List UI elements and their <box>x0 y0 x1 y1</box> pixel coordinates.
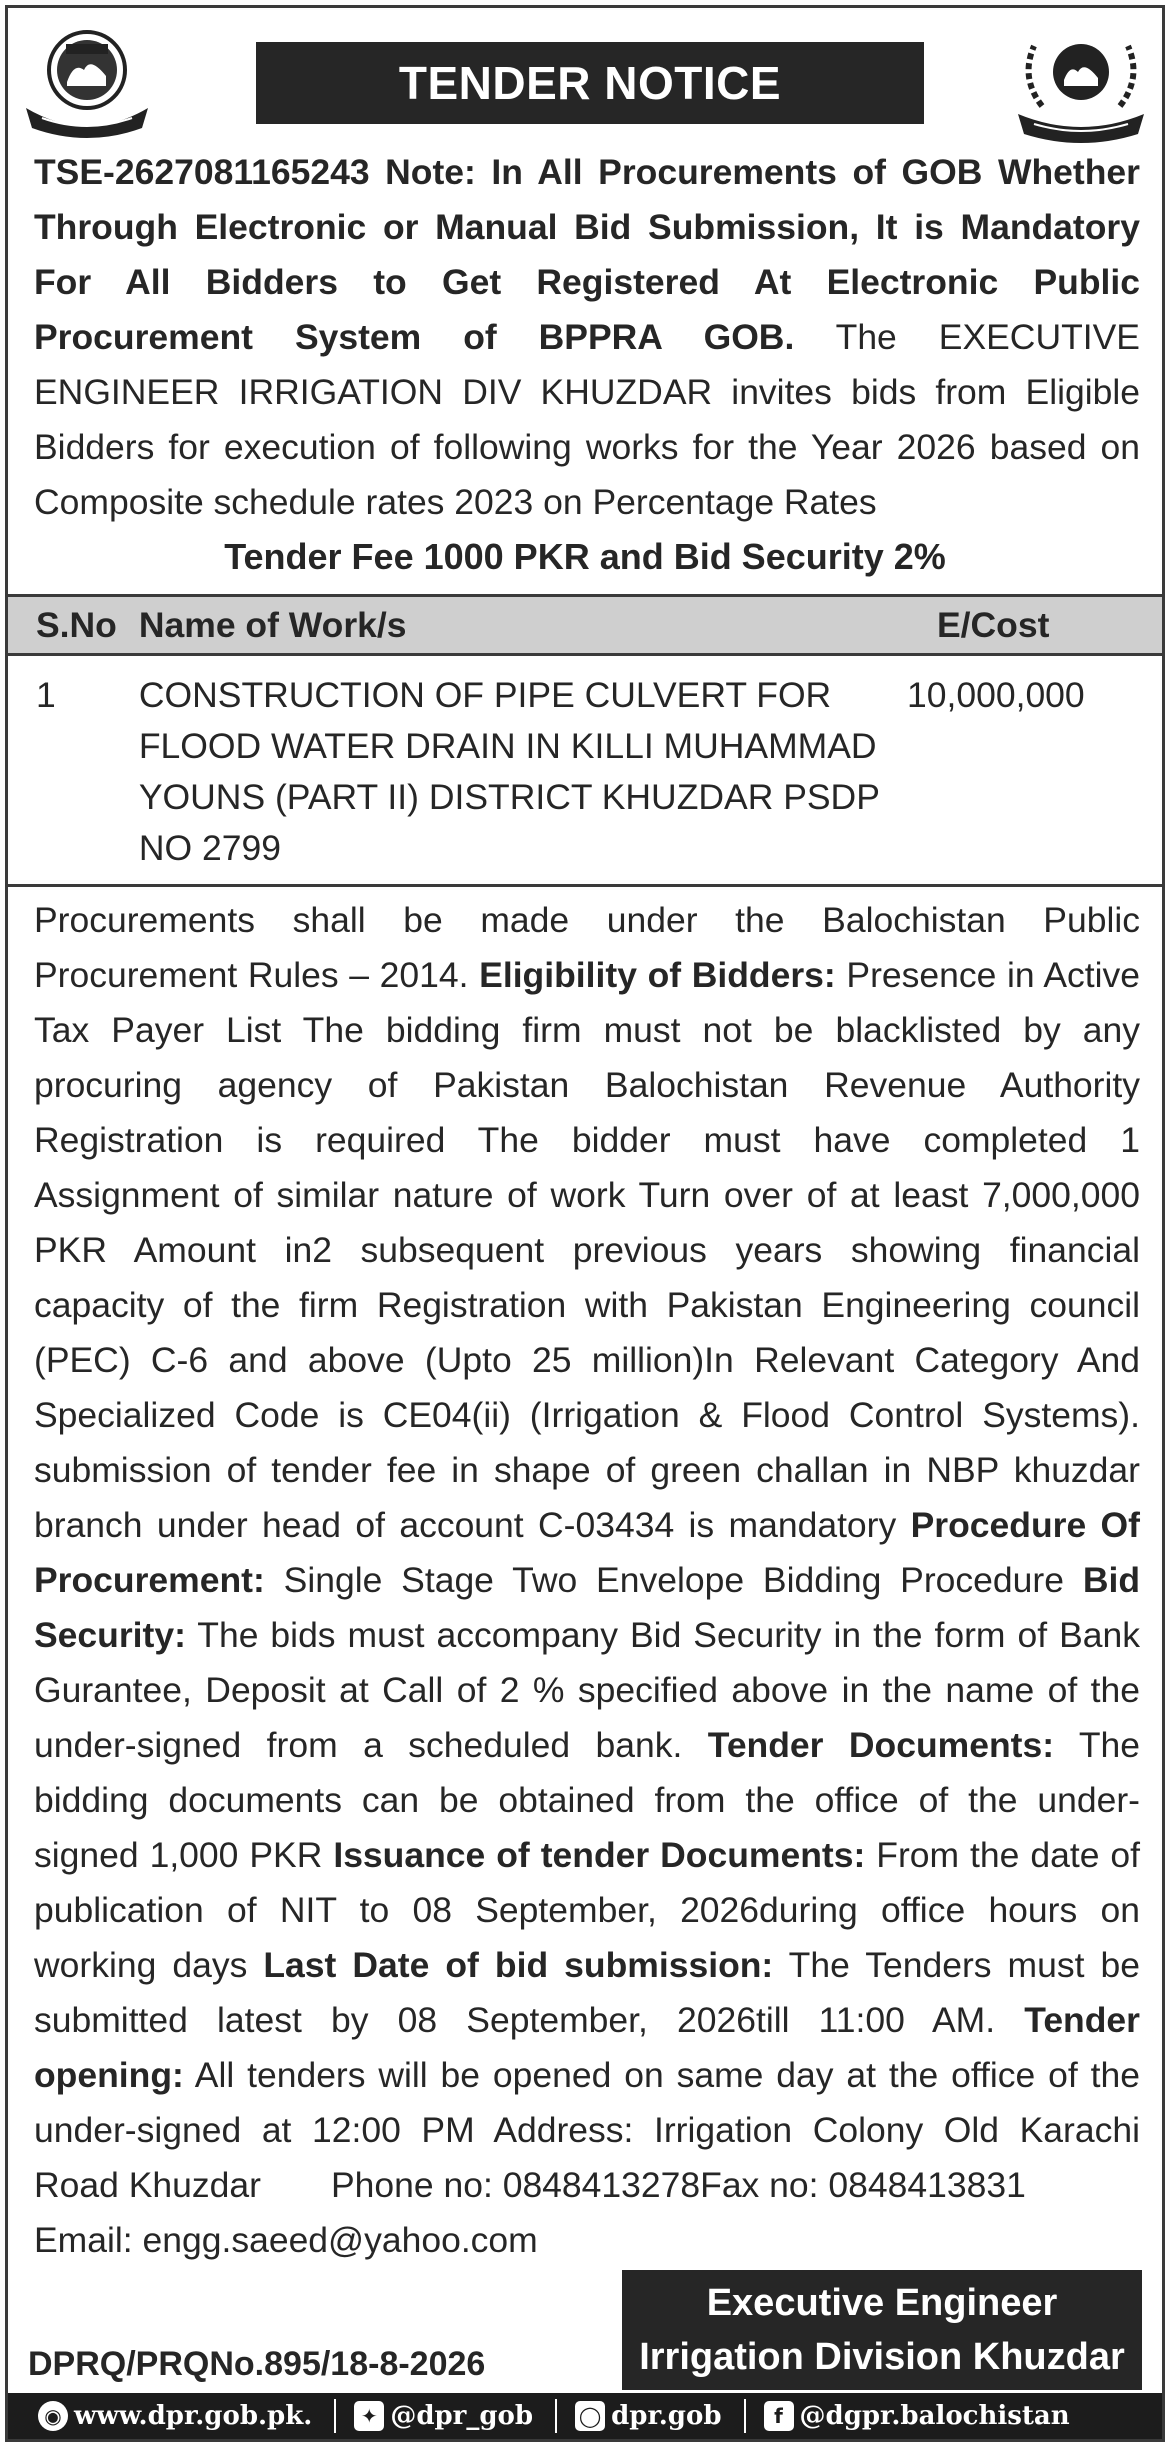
tender-documents-label: Tender Documents: <box>707 1725 1055 1765</box>
signature-division: Irrigation Division Khuzdar <box>639 2336 1125 2378</box>
bid-security-text: The bids must accompany Bid Security in the form of Bank Gurantee, Deposit at Call of 2 % specified above in the name of the under-signed from a scheduled bank. <box>34 1615 1140 1765</box>
procedure-text: Single Stage Two Envelope Bidding Procedure <box>264 1560 1083 1600</box>
row-name-of-work: CONSTRUCTION OF PIPE CULVERT FOR FLOOD WATER DRAIN IN KILLI MUHAMMAD YOUNS (PART II) DISTRICT KHUZDAR PSDP NO 2799 <box>138 675 880 868</box>
rules-text: Procurements shall be made under the Balochistan Public Procurement Rules – 2014. <box>34 900 1140 995</box>
reference-number: DPRQ/PRQNo.895/18-8-2026 <box>28 2345 486 2383</box>
facebook-icon: f <box>764 2401 794 2431</box>
tender-documents-text: The bidding documents can be obtained from the office of the under-signed 1,000 PKR <box>34 1725 1140 1875</box>
issuance-label: Issuance of tender Documents: <box>333 1835 866 1875</box>
row-estimated-cost: 10,000,000 <box>907 675 1085 715</box>
footer-twitter <box>354 2401 533 2431</box>
footer-bar <box>8 2393 1162 2439</box>
intro-paragraph <box>8 145 1162 530</box>
bottom-area <box>8 2270 1162 2393</box>
globe-icon: ◉ <box>38 2401 68 2431</box>
tender-opening-label: Tender opening: <box>34 2000 1140 2095</box>
eligibility-label: Eligibility of Bidders: <box>479 955 836 995</box>
footer-facebook-text: @dgpr.balochistan <box>799 2401 1070 2431</box>
footer-twitter-text: @dpr_gob <box>390 2401 534 2431</box>
twitter-icon: ✦ <box>354 2401 384 2431</box>
bid-security-label: Bid Security: <box>34 1560 1140 1655</box>
phone-fax-text: Phone no: 0848413278Fax no: 0848413831 <box>330 2165 1026 2205</box>
footer-divider <box>334 2399 336 2433</box>
tender-notice-page <box>5 5 1165 2442</box>
tender-notice-title: TENDER NOTICE <box>256 42 924 124</box>
footer-website <box>38 2401 312 2431</box>
header-name-of-work: Name of Work/s <box>117 596 907 655</box>
table-row <box>8 655 1162 886</box>
works-table <box>8 594 1162 887</box>
works-table-header <box>8 596 1162 655</box>
signature-title: Executive Engineer <box>706 2282 1058 2324</box>
last-date-text: The Tenders must be submitted latest by 08 September, 2026till 11:00 AM. <box>34 1945 1140 2040</box>
footer-instagram <box>575 2401 721 2431</box>
header-estimated-cost: E/Cost <box>907 596 1162 655</box>
signature-box <box>622 2270 1142 2390</box>
row-sno: 1 <box>36 675 56 715</box>
instagram-icon: ◯ <box>575 2401 605 2431</box>
tse-note: TSE-2627081165243 Note: In All Procurements of GOB Whether Through Electronic or Manual Bid Submission, It is Mandatory For All Bidders to Get Registered At Electronic Public Procurement System of BPPRA GOB. <box>34 152 1140 357</box>
tender-fee-line: Tender Fee 1000 PKR and Bid Security 2% <box>224 536 946 577</box>
balochistan-emblem-icon <box>22 26 152 144</box>
header <box>8 8 1162 143</box>
tender-opening-text: All tenders will be opened on same day at the office of the under-signed at 12:00 PM Address: Irrigation Colony Old Karachi Road Khuzdar <box>34 2055 1140 2205</box>
last-date-label: Last Date of bid submission: <box>263 1945 774 1985</box>
details-paragraph <box>8 893 1162 2268</box>
invite-text: The EXECUTIVE ENGINEER IRRIGATION DIV KHUZDAR invites bids from Eligible Bidders for execution of following works for the Year 2026 based on Composite schedule rates 2023 on Percentage Rates <box>34 317 1140 522</box>
footer-instagram-text: dpr.gob <box>611 2401 722 2431</box>
footer-facebook <box>764 2401 1070 2431</box>
public-relations-emblem-icon <box>1012 28 1150 146</box>
footer-website-text: www.dpr.gob.pk. <box>74 2401 313 2431</box>
email-text: Email: engg.saeed@yahoo.com <box>34 2220 538 2260</box>
footer-divider <box>744 2399 746 2433</box>
header-sno: S.No <box>8 596 117 655</box>
eligibility-text: Presence in Active Tax Payer List The bidding firm must not be blacklisted by any procuring agency of Pakistan Balochistan Revenue Authority Registration is required The bidder must have completed 1 Assignment of similar nature of work Turn over of at least 7,000,000 PKR Amount in2 subsequent previous years showing financial capacity of the firm Registration with Pakistan Engineering council (PEC) C-6 and above (Upto 25 million)In Relevant Category And Specialized Code is CE04(ii) (Irrigation & Flood Control Systems). submission of tender fee in shape of green challan in NBP khuzdar branch under head of account C-03434 is mandatory <box>34 955 1140 1545</box>
issuance-text: From the date of publication of NIT to 08 September, 2026during office hours on working days <box>34 1835 1141 1985</box>
footer-divider <box>555 2399 557 2433</box>
procedure-label: Procedure Of Procurement: <box>34 1505 1140 1600</box>
